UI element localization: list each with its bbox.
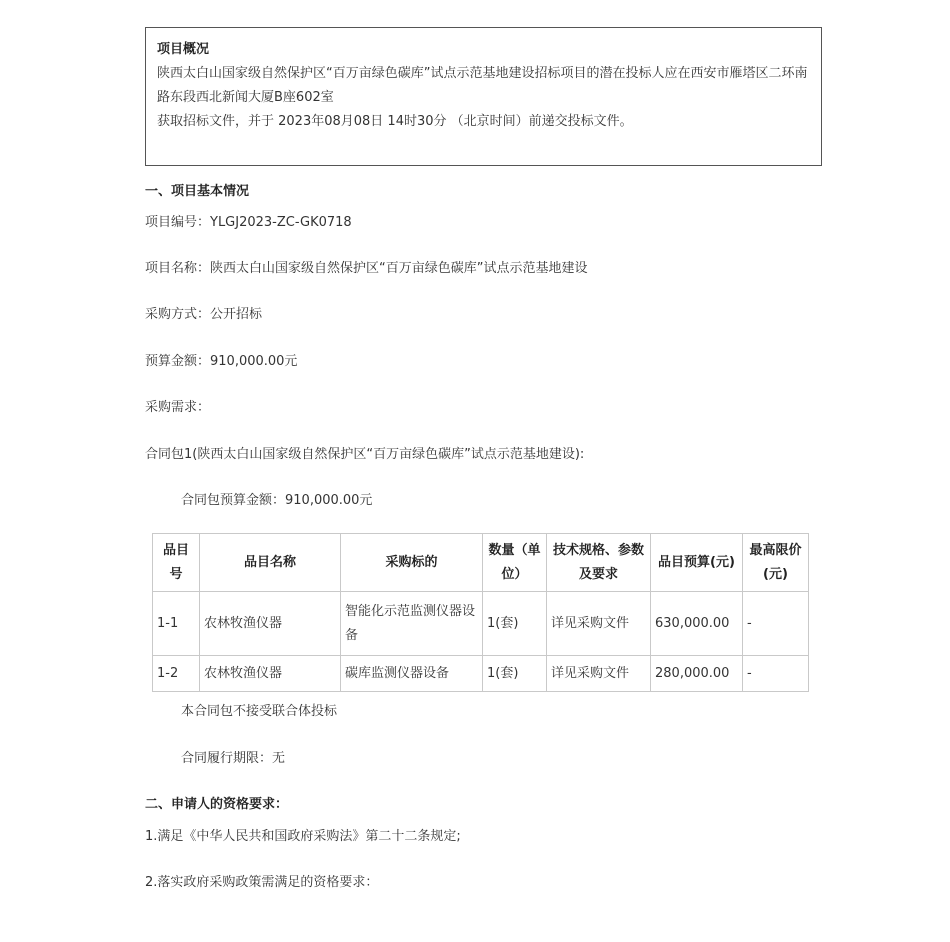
table-cell: 1-1 — [153, 592, 200, 656]
project-name: 项目名称：陕西太白山国家级自然保护区“百万亩绿色碳库”试点示范基地建设 — [145, 261, 588, 276]
qualification-item-1: 1.满足《中华人民共和国政府采购法》第二十二条规定; — [145, 829, 461, 844]
table-row — [153, 656, 809, 692]
contract-period: 合同履行期限：无 — [181, 751, 286, 766]
overview-text-line1: 陕西太白山国家级自然保护区“百万亩绿色碳库”试点示范基地建设招标项目的潜在投标人应在西安市雁塔区二环南路东段西北新闻大厦B座602室 — [157, 66, 808, 105]
package-budget: 合同包预算金额：910,000.00元 — [181, 493, 373, 508]
table-cell: 农林牧渔仪器 — [200, 592, 341, 656]
table-cell: 280,000.00 — [651, 656, 743, 692]
contract-package: 合同包1(陕西太白山国家级自然保护区“百万亩绿色碳库”试点示范基地建设): — [145, 447, 585, 462]
procurement-demand: 采购需求： — [145, 400, 211, 415]
col-header: 采购标的 — [341, 534, 483, 592]
table-cell: 1(套) — [483, 592, 547, 656]
qualification-item-2: 2.落实政府采购政策需满足的资格要求： — [145, 875, 379, 890]
project-number: 项目编号：YLGJ2023-ZC-GK0718 — [145, 215, 352, 230]
col-header: 品目预算(元) — [651, 534, 743, 592]
table-cell: 1-2 — [153, 656, 200, 692]
table-cell: 农林牧渔仪器 — [200, 656, 341, 692]
table-cell: 详见采购文件 — [547, 592, 651, 656]
col-header: 品目号 — [153, 534, 200, 592]
table-header-row — [153, 534, 809, 592]
table-cell: 详见采购文件 — [547, 656, 651, 692]
col-header: 技术规格、参数及要求 — [547, 534, 651, 592]
table-cell: 1(套) — [483, 656, 547, 692]
no-consortium-note: 本合同包不接受联合体投标 — [181, 704, 338, 719]
section2-heading: 二、申请人的资格要求： — [145, 797, 289, 812]
table-cell: 碳库监测仪器设备 — [341, 656, 483, 692]
col-header: 数量（单位） — [483, 534, 547, 592]
table-row — [153, 592, 809, 656]
items-table — [152, 533, 809, 692]
overview-title: 项目概况 — [157, 42, 210, 57]
budget-amount: 预算金额：910,000.00元 — [145, 354, 298, 369]
table-cell: - — [743, 656, 809, 692]
table-cell: 智能化示范监测仪器设备 — [341, 592, 483, 656]
overview-text-line2: 获取招标文件，并于 2023年08月08日 14时30分 （北京时间）前递交投标文件。 — [157, 114, 633, 129]
table-cell: - — [743, 592, 809, 656]
procurement-method: 采购方式：公开招标 — [145, 307, 263, 322]
col-header: 最高限价(元) — [743, 534, 809, 592]
project-overview-box — [145, 27, 822, 166]
table-cell: 630,000.00 — [651, 592, 743, 656]
section1-heading: 一、项目基本情况 — [145, 184, 250, 199]
col-header: 品目名称 — [200, 534, 341, 592]
